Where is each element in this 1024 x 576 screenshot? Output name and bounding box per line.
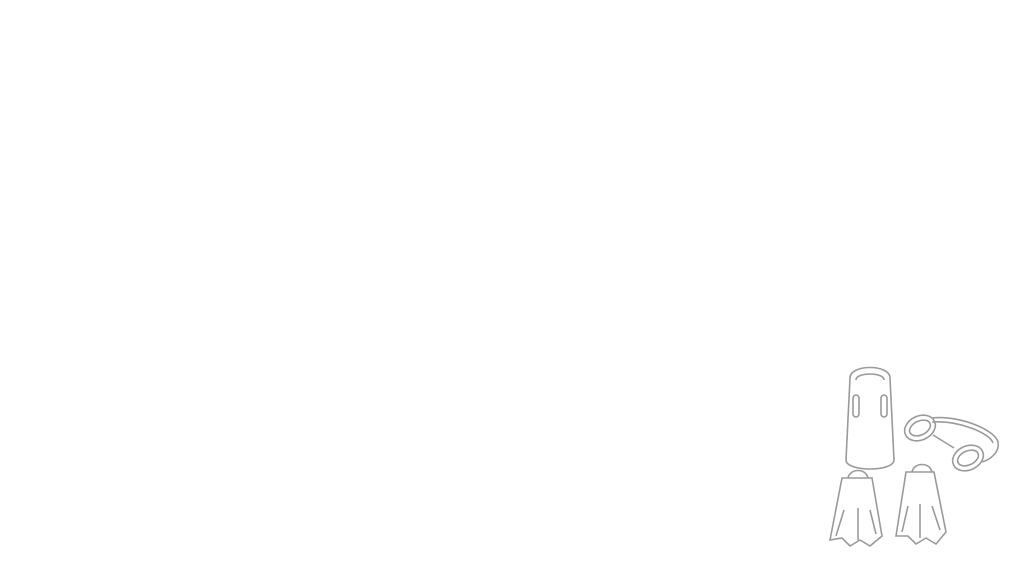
- swim-equipment-decoration: [820, 360, 1010, 560]
- swim-fins-icon: [830, 465, 946, 547]
- kickboard-icon: [846, 368, 894, 470]
